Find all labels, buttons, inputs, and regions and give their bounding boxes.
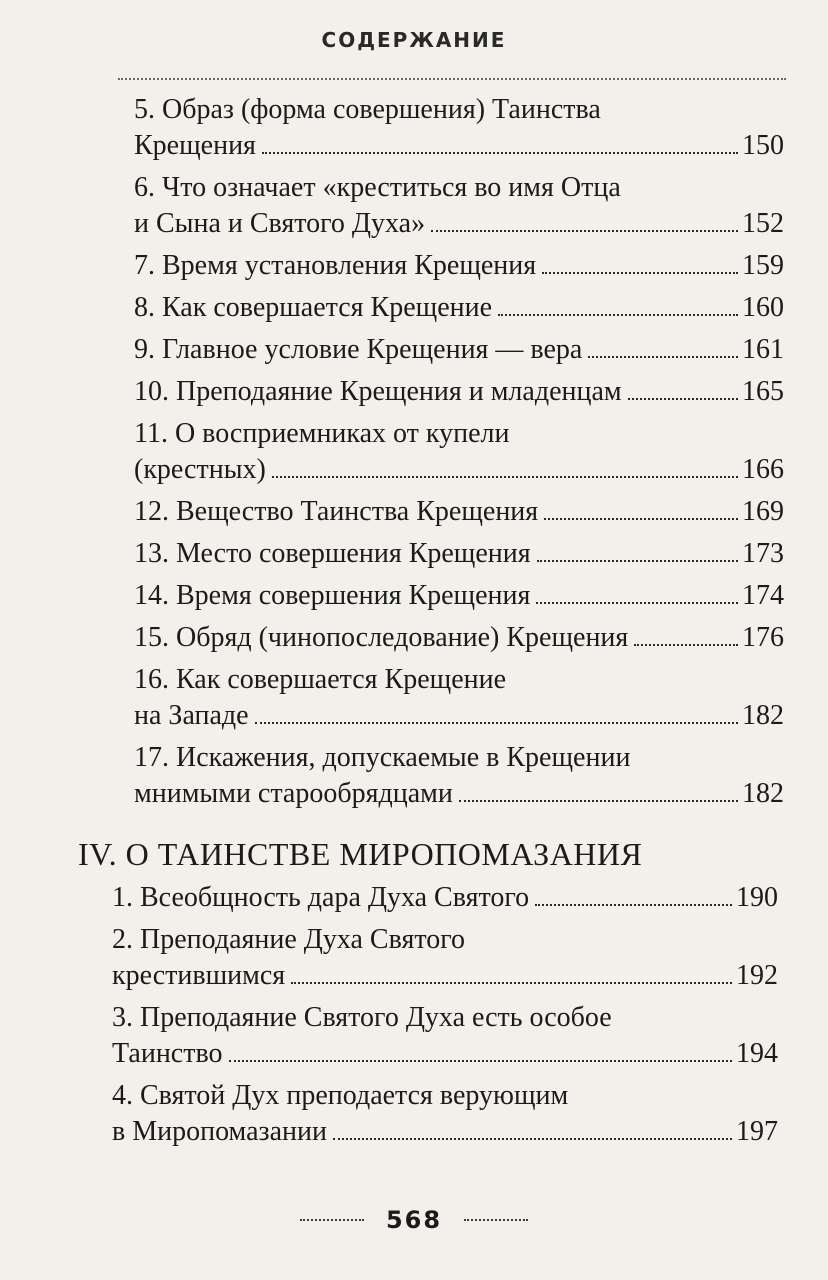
toc-page-number: 152 [742,208,784,239]
toc-page-number: 161 [742,334,784,365]
section-heading: IV. О ТАИНСТВЕ МИРОПОМАЗАНИЯ [78,836,643,872]
toc-entry [0,92,828,164]
toc-entry-title: 9. Главное условие Крещения — вера [134,334,583,365]
toc-entry-last-line [134,620,784,656]
toc-entry [0,740,828,812]
toc-entry-last-line [134,248,784,284]
toc-entry-title: в Миропомазании [112,1116,327,1147]
toc-entry-last-line [134,290,784,326]
toc-entry-title: на Западе [134,700,249,731]
toc-entry [0,922,828,994]
leader-dots [431,229,738,232]
toc-entry-title: Таинство [112,1038,223,1069]
toc-entry [0,1078,828,1150]
leader-dots [542,271,738,274]
leader-dots [291,981,732,984]
toc-entry-title: 7. Время установления Крещения [134,250,537,281]
toc-entry [0,332,828,368]
toc-page-number: 174 [742,580,784,611]
toc-entry-title: 8. Как совершается Крещение [134,292,493,323]
leader-dots [537,559,738,562]
toc-entry-last-line [134,128,784,164]
toc-entry-last-line [134,452,784,488]
toc-entry-last-line [112,958,778,994]
toc-entry-title: 12. Вещество Таинства Крещения [134,496,539,527]
toc-page-number: 182 [742,700,784,731]
leader-dots [628,397,738,400]
leader-dots [536,601,738,604]
toc-page-number: 197 [736,1116,778,1147]
toc-entries-baptism [0,92,828,812]
toc-entry-title-line: 6. Что означает «креститься во имя Отца [134,172,621,203]
toc-entry-last-line [134,698,784,734]
leader-dots [262,151,738,154]
leader-dots [535,903,732,906]
toc-entry-title: 13. Место совершения Крещения [134,538,531,569]
toc-page-number: 182 [742,778,784,809]
toc-page-number: 150 [742,130,784,161]
toc-page-number: 160 [742,292,784,323]
toc-page-number: 169 [742,496,784,527]
running-header: СОДЕРЖАНИЕ [321,28,507,52]
page-number: 568 [385,1206,443,1234]
toc-entry-title: крестившимся [112,960,286,991]
toc-entry-last-line [112,1036,778,1072]
leader-dots [333,1137,732,1140]
leader-dots [459,799,738,802]
toc-page-number: 173 [742,538,784,569]
toc-entry-title-line: 11. О восприемниках от купели [134,418,510,449]
toc-entry-title-line: 3. Преподаяние Святого Духа есть особое [112,1002,612,1033]
toc-page-number: 192 [736,960,778,991]
toc-page-number: 166 [742,454,784,485]
toc-entry-last-line [134,494,784,530]
toc-entry [0,416,828,488]
toc-page-number: 176 [742,622,784,653]
toc-entry-last-line [134,206,784,242]
toc-page-number: 165 [742,376,784,407]
toc-entry-title-line: 17. Искажения, допускаемые в Крещении [134,742,631,773]
toc-entry-last-line [134,776,784,812]
toc-entry [0,620,828,656]
toc-entry [0,536,828,572]
table-of-contents [0,92,828,1156]
toc-entry [0,1000,828,1072]
footer-dots-left [300,1219,364,1221]
toc-entry-title-line: 2. Преподаяние Духа Святого [112,924,465,955]
toc-entry-last-line [112,880,778,916]
toc-entry-title-line: 16. Как совершается Крещение [134,664,507,695]
toc-entry-title-line: 5. Образ (форма совершения) Таинства [134,94,601,125]
toc-entry-title-line: 4. Святой Дух преподается верующим [112,1080,569,1111]
toc-page-number: 194 [736,1038,778,1069]
leader-dots [498,313,738,316]
toc-page-number: 190 [736,882,778,913]
leader-dots [588,355,738,358]
leader-dots [634,643,738,646]
toc-entry-title: Крещения [134,130,256,161]
toc-entry-last-line [112,1114,778,1150]
toc-entry-last-line [134,332,784,368]
toc-entry-last-line [134,536,784,572]
leader-dots [255,721,738,724]
toc-entry-title: 1. Всеобщность дара Духа Святого [112,882,530,913]
toc-page-number: 159 [742,250,784,281]
toc-entry-title: (крестных) [134,454,266,485]
leader-dots [229,1059,733,1062]
toc-entry-title: мнимыми старообрядцами [134,778,453,809]
toc-entry-title: 10. Преподаяние Крещения и младенцам [134,376,622,407]
toc-entry-last-line [134,374,784,410]
toc-entry [0,290,828,326]
toc-entry [0,578,828,614]
header-dotted-rule [118,78,786,80]
page-footer [0,1206,828,1234]
toc-entry [0,248,828,284]
toc-entry-last-line [134,578,784,614]
toc-entries-chrismation [0,880,828,1150]
toc-entry [0,494,828,530]
leader-dots [544,517,738,520]
toc-entry-title: 15. Обряд (чинопоследование) Крещения [134,622,629,653]
footer-dots-right [464,1219,528,1221]
toc-entry-title: 14. Время совершения Крещения [134,580,531,611]
toc-entry-title: и Сына и Святого Духа» [134,208,426,239]
toc-entry [0,880,828,916]
toc-entry [0,374,828,410]
leader-dots [272,475,738,478]
toc-entry [0,662,828,734]
toc-entry [0,170,828,242]
